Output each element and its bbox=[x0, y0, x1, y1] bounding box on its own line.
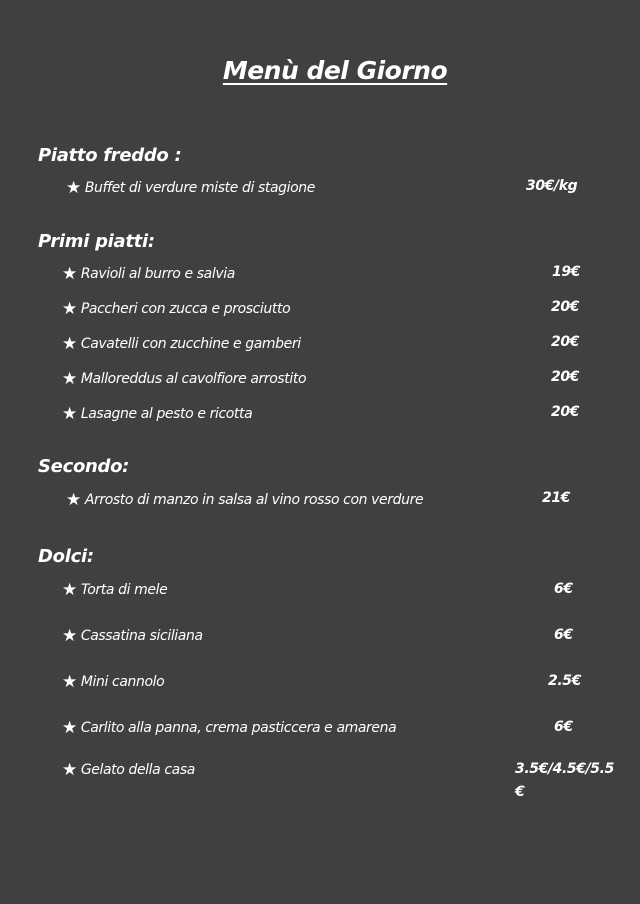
item-name: Cassatina siciliana bbox=[80, 628, 203, 644]
section-title-piatto-freddo: Piatto freddo : bbox=[38, 145, 182, 166]
star-icon: ★ bbox=[62, 299, 77, 319]
menu-item bbox=[62, 717, 396, 737]
table-rule bbox=[38, 750, 610, 751]
item-price: 2.5€ bbox=[548, 673, 581, 689]
item-name: Carlito alla panna, crema pasticcera e amarena bbox=[80, 720, 397, 736]
item-price: 20€ bbox=[551, 299, 580, 315]
star-icon: ★ bbox=[66, 178, 81, 198]
table-rule bbox=[38, 809, 610, 810]
item-name: Lasagne al pesto e ricotta bbox=[80, 406, 253, 422]
star-icon: ★ bbox=[62, 369, 77, 389]
item-price: 3.5€/4.5€/5.5 € bbox=[515, 761, 614, 800]
table-rule bbox=[38, 429, 610, 430]
item-price: 21€ bbox=[542, 490, 571, 506]
item-name: Paccheri con zucca e prosciutto bbox=[80, 301, 291, 317]
menu-item bbox=[66, 489, 423, 509]
section-title-dolci: Dolci: bbox=[38, 546, 94, 567]
menu-item bbox=[62, 298, 290, 318]
table-rule bbox=[38, 612, 610, 613]
menu-item bbox=[62, 625, 203, 645]
item-price: 20€ bbox=[551, 369, 580, 385]
item-price: 20€ bbox=[551, 334, 580, 350]
table-rule bbox=[38, 658, 610, 659]
menu-title: Menù del Giorno bbox=[222, 56, 448, 85]
menu-item bbox=[62, 263, 235, 283]
star-icon: ★ bbox=[66, 490, 81, 510]
table-rule bbox=[38, 704, 610, 705]
table-rule bbox=[38, 394, 610, 395]
menu-item bbox=[62, 368, 306, 388]
table-column-rule bbox=[510, 254, 511, 430]
star-icon: ★ bbox=[62, 626, 77, 646]
item-name: Torta di mele bbox=[80, 582, 168, 598]
item-price: 6€ bbox=[554, 627, 573, 643]
table-rule bbox=[38, 359, 610, 360]
item-price: 6€ bbox=[554, 581, 573, 597]
star-icon: ★ bbox=[62, 334, 77, 354]
section-title-secondo: Secondo: bbox=[38, 456, 130, 477]
menu-item bbox=[62, 579, 167, 599]
item-price: 20€ bbox=[551, 404, 580, 420]
section-title-primi-piatti: Primi piatti: bbox=[38, 231, 155, 252]
menu-item bbox=[62, 403, 252, 423]
star-icon: ★ bbox=[62, 404, 77, 424]
table-rule bbox=[38, 289, 610, 290]
item-name: Cavatelli con zucchine e gamberi bbox=[80, 336, 301, 352]
star-icon: ★ bbox=[62, 264, 77, 284]
table-rule bbox=[38, 324, 610, 325]
item-name: Ravioli al burro e salvia bbox=[80, 266, 235, 282]
item-name: Mini cannolo bbox=[80, 674, 165, 690]
table-rule bbox=[38, 568, 610, 569]
menu-item bbox=[66, 177, 315, 197]
item-name: Malloreddus al cavolfiore arrostito bbox=[80, 371, 307, 387]
item-price: 30€/kg bbox=[526, 178, 578, 194]
star-icon: ★ bbox=[62, 760, 77, 780]
menu-item bbox=[62, 333, 301, 353]
table-column-rule bbox=[506, 568, 507, 810]
star-icon: ★ bbox=[62, 580, 77, 600]
item-name: Gelato della casa bbox=[80, 762, 195, 778]
star-icon: ★ bbox=[62, 718, 77, 738]
menu-item bbox=[62, 759, 195, 779]
item-name: Arrosto di manzo in salsa al vino rosso con verdure bbox=[84, 492, 424, 508]
item-price: 6€ bbox=[554, 719, 573, 735]
star-icon: ★ bbox=[62, 672, 77, 692]
menu-item bbox=[62, 671, 164, 691]
item-price: 19€ bbox=[552, 264, 581, 280]
item-name: Buffet di verdure miste di stagione bbox=[84, 180, 315, 196]
table-rule bbox=[38, 254, 610, 255]
